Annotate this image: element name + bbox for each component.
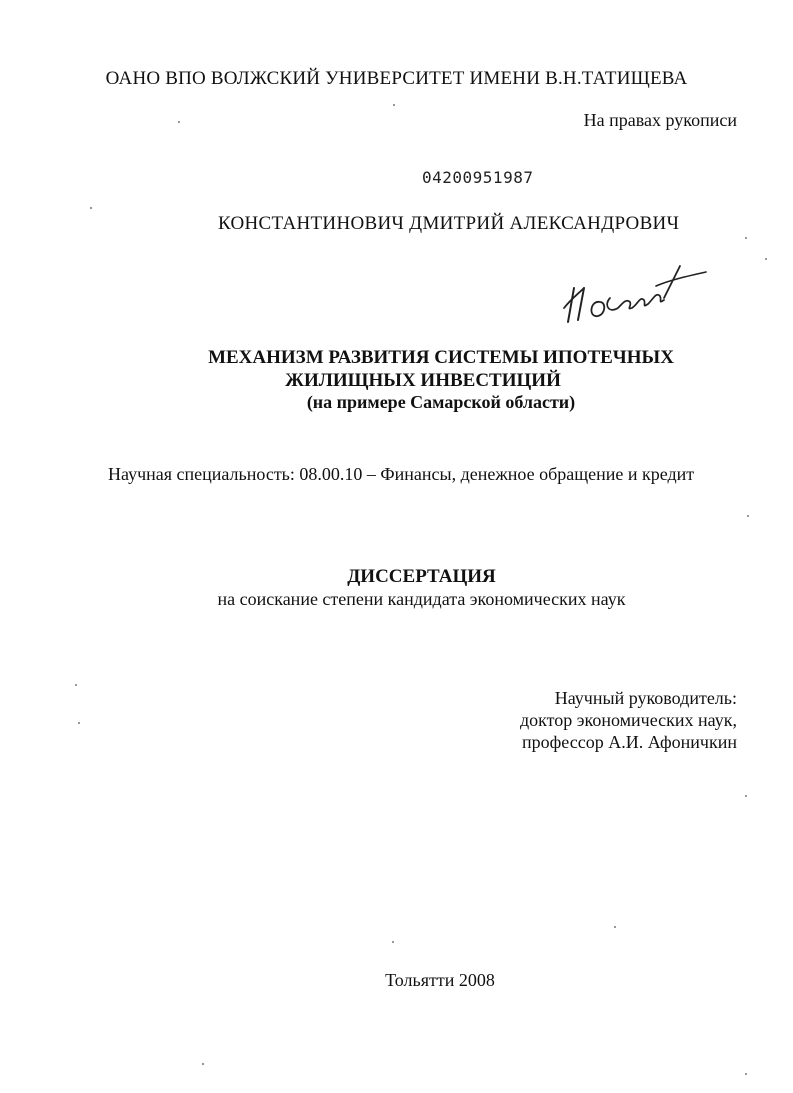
document-type: ДИССЕРТАЦИЯ bbox=[347, 566, 496, 587]
scientific-specialty: Научная специальность: 08.00.10 – Финансы, денежное обращение и кредит bbox=[108, 464, 695, 484]
dissertation-subtitle: (на примере Самарской области) bbox=[306, 392, 576, 412]
dissertation-title-line2: ЖИЛИЩНЫХ ИНВЕСТИЦИЙ bbox=[285, 370, 561, 391]
scan-speck bbox=[393, 104, 395, 106]
scan-speck bbox=[745, 237, 747, 239]
scan-speck bbox=[392, 941, 394, 943]
supervisor-degree: доктор экономических наук, bbox=[520, 710, 737, 730]
author-signature bbox=[560, 258, 710, 328]
scan-speck bbox=[75, 684, 77, 686]
document-purpose: на соискание степени кандидата экономических наук bbox=[217, 589, 626, 609]
scan-speck bbox=[747, 515, 749, 517]
university-name: ОАНО ВПО ВОЛЖСКИЙ УНИВЕРСИТЕТ ИМЕНИ В.Н.ТАТИЩЕВА bbox=[105, 68, 688, 89]
city-year: Тольятти 2008 bbox=[385, 970, 495, 990]
rights-note: На правах рукописи bbox=[583, 110, 737, 130]
scan-speck bbox=[78, 722, 80, 724]
registry-code: 04200951987 bbox=[422, 168, 534, 187]
scan-speck bbox=[745, 1073, 747, 1075]
scan-speck bbox=[178, 121, 180, 123]
dissertation-title-line1: МЕХАНИЗМ РАЗВИТИЯ СИСТЕМЫ ИПОТЕЧНЫХ bbox=[208, 347, 674, 368]
supervisor-name: профессор А.И. Афоничкин bbox=[521, 732, 737, 752]
scan-speck bbox=[745, 795, 747, 797]
scan-speck bbox=[90, 207, 92, 209]
scan-speck bbox=[614, 926, 616, 928]
author-name: КОНСТАНТИНОВИЧ ДМИТРИЙ АЛЕКСАНДРОВИЧ bbox=[218, 213, 680, 234]
scan-speck bbox=[202, 1063, 204, 1065]
scan-speck bbox=[765, 258, 767, 260]
supervisor-label: Научный руководитель: bbox=[554, 688, 737, 708]
